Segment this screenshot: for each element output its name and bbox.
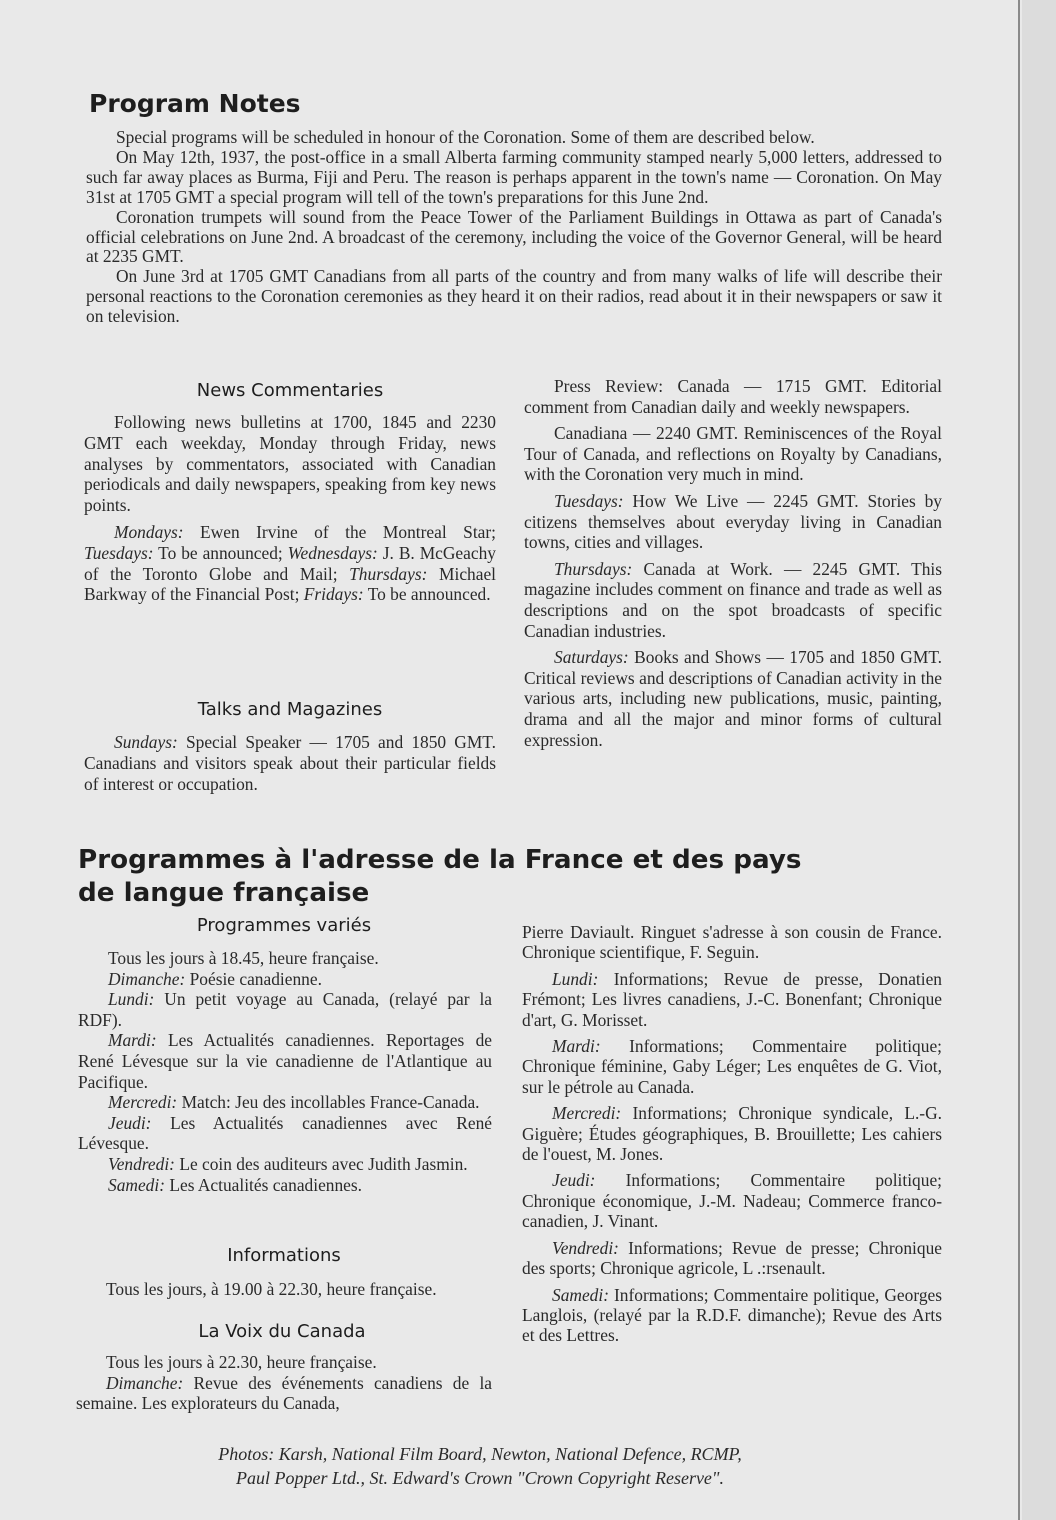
day-label: Jeudi: [108, 1112, 152, 1133]
day-label: Mardi: [552, 1036, 601, 1057]
paragraph: Special programs will be scheduled in honour of the Coronation. Some of them are described below. [116, 127, 815, 147]
day-label: Thursdays: [554, 558, 633, 579]
voix-du-canada-heading: La Voix du Canada [198, 1321, 366, 1342]
day-label: Lundi: [552, 968, 599, 989]
programmes-varies-heading: Programmes variés [196, 915, 372, 936]
talks-magazines-right-column: Press Review: Canada — 1715 GMT. Editorial comment from Canadian daily and weekly newspapers. Canadiana — 2240 GMT. Reminiscences of the Royal Tour of Canada, and reflections on Royalty by Canadians, with the Coronation very much in mind. Tuesdays: How We Live — 2245 GMT. Stories by citizens themselves about everyday living in Canadian towns, cities and villages. Thursdays: Canada at Work. — 2245 GMT. This magazine includes comment on finance and trade as well as descriptions and on the spot broadcasts of specific Canadian industries. Saturdays: Books and Shows — 1705 and 1850 GMT. Critical reviews and descriptions of Canadian activity in the various arts, including new publications, music, painting, drama and all the major and minor forms of cultural expression. [524, 376, 942, 750]
paragraph: Tous les jours à 22.30, heure française. [106, 1352, 377, 1372]
heading-line: de langue française [78, 878, 370, 908]
page-gutter [1018, 0, 1020, 1520]
paragraph: On May 12th, 1937, the post-office in a small Alberta farming community stamped nearly 5,000 letters, addressed to such far away places as Burma, Fiji and Peru. The reason is perhaps apparent in the town's name — Coronation. On May 31st at 1705 GMT a special program will tell of the town's preparations for this June 2nd. [86, 146, 942, 207]
paragraph: Canadiana — 2240 GMT. Reminiscences of the Royal Tour of Canada, and reflections on Royalty by Canadians, with the Coronation very much in mind. [524, 423, 942, 485]
voix-du-canada-text: Tous les jours à 22.30, heure française. Dimanche: Revue des événements canadiens de la semaine. Les explorateurs du Canada, [76, 1352, 492, 1414]
talks-sundays-text: Sundays: Special Speaker — 1705 and 1850 GMT. Canadians and visitors speak about their particular fields of interest or occupation. [84, 732, 496, 794]
paragraph: Press Review: Canada — 1715 GMT. Editorial comment from Canadian daily and weekly newspapers. [524, 376, 942, 417]
day-label: Lundi: [108, 989, 155, 1010]
day-label: Wednesdays: [287, 542, 378, 563]
credits-line: Paul Popper Ltd., St. Edward's Crown "Crown Copyright Reserve". [236, 1468, 724, 1488]
day-label: Mardi: [108, 1030, 157, 1051]
french-section-heading [78, 844, 998, 910]
programmes-varies-text: Tous les jours à 18.45, heure française. Dimanche: Poésie canadienne. Lundi: Un petit voyage au Canada, (relayé par la RDF). Mardi: Les Actualités canadiennes. Reportages de René Lévesque sur la vie canadienne de l'Atlantique au Pacifique. Mercredi: Match: Jeu des incollables France-Canada. Jeudi: Les Actualités canadiennes avec René Lévesque. Vendredi: Le coin des auditeurs avec Judith Jasmin. Samedi: Les Actualités canadiennes. [78, 948, 492, 1195]
day-label: Thursdays: [349, 563, 428, 584]
french-right-column: Pierre Daviault. Ringuet s'adresse à son cousin de France. Chronique scientifique, F. Seguin. Lundi: Informations; Revue de presse, Donatien Frémont; Les livres canadiens, J.-C. Bonenfant; Chronique d'art, G. Morisset. Mardi: Informations; Commentaire politique; Chronique féminine, Gaby Léger; Les enquêtes de G. Viot, sur le pétrole au Canada. Mercredi: Informations; Chronique syndicale, L.-G. Giguère; Études géographiques, B. Brouillette; Les cahiers de l'ouest, M. Jones. Jeudi: Informations; Commentaire politique; Chronique économique, J.-M. Nadeau; Commerce franco-canadien, J. Vinant. Vendredi: Informations; Revue de presse; Chronique des sports; Chronique agricole, L .:rsenault. Samedi: Informations; Commentaire politique, Georges Langlois, (relayé par la R.D.F. dimanche); Revue des Arts et des Lettres. [522, 922, 942, 1346]
day-label: Tuesdays: [554, 490, 624, 511]
day-label: Tuesdays: [84, 542, 154, 563]
paragraph: Pierre Daviault. Ringuet s'adresse à son cousin de France. Chronique scientifique, F. Seguin. [522, 922, 942, 963]
heading-line: Programmes à l'adresse de la France et des pays [78, 845, 802, 875]
day-label: Mondays: [114, 521, 184, 542]
paragraph: Tous les jours à 18.45, heure française. [108, 948, 379, 968]
paragraph: On June 3rd at 1705 GMT Canadians from all parts of the country and from many walks of life will describe their personal reactions to the Coronation ceremonies as they heard it on their radios, read about it in their newspapers or saw it on television. [86, 266, 942, 327]
paragraph: Coronation trumpets will sound from the Peace Tower of the Parliament Buildings in Ottawa as part of Canada's official celebrations on June 2nd. A broadcast of the ceremony, including the voice of the Governor General, will be heard at 2235 GMT. [86, 206, 942, 267]
informations-text [76, 1279, 492, 1300]
photo-credits [60, 1442, 900, 1490]
day-label: Fridays: [303, 584, 364, 605]
day-label: Jeudi: [552, 1170, 596, 1191]
day-label: Mercredi: [552, 1103, 622, 1124]
news-commentaries-heading: News Commentaries [196, 380, 384, 401]
day-label: Dimanche: [108, 968, 186, 989]
program-notes-text [86, 128, 942, 327]
program-notes-heading: Program Notes [89, 89, 301, 118]
paragraph: Tous les jours, à 19.00 à 22.30, heure française. [106, 1279, 437, 1299]
day-label: Dimanche: [106, 1372, 184, 1393]
day-label: Vendredi: [108, 1153, 175, 1174]
commentary-schedule: Mondays: Ewen Irvine of the Montreal Star; Tuesdays: To be announced; Wednesdays: J. B. McGeachy of the Toronto Globe and Mail; Thursdays: Michael Barkway of the Financial Post; Fridays: To be announced. [84, 521, 497, 605]
paragraph: Following news bulletins at 1700, 1845 and 2230 GMT each weekday, Monday through Friday, news analyses by commentators, associated with Canadian periodicals and daily newspapers, speaking from key news points. [84, 412, 496, 516]
day-label: Sundays: [114, 732, 178, 752]
informations-heading: Informations [227, 1245, 341, 1266]
day-label: Mercredi: [108, 1092, 178, 1113]
day-label: Samedi: [552, 1284, 609, 1305]
credits-line: Photos: Karsh, National Film Board, Newton, National Defence, RCMP, [218, 1444, 742, 1464]
news-commentaries-text [84, 412, 496, 605]
day-label: Samedi: [108, 1174, 165, 1195]
day-label: Vendredi: [552, 1237, 619, 1258]
day-label: Saturdays: [554, 647, 629, 668]
facing-page-edge [1022, 0, 1056, 1520]
talks-magazines-heading: Talks and Magazines [197, 699, 383, 720]
